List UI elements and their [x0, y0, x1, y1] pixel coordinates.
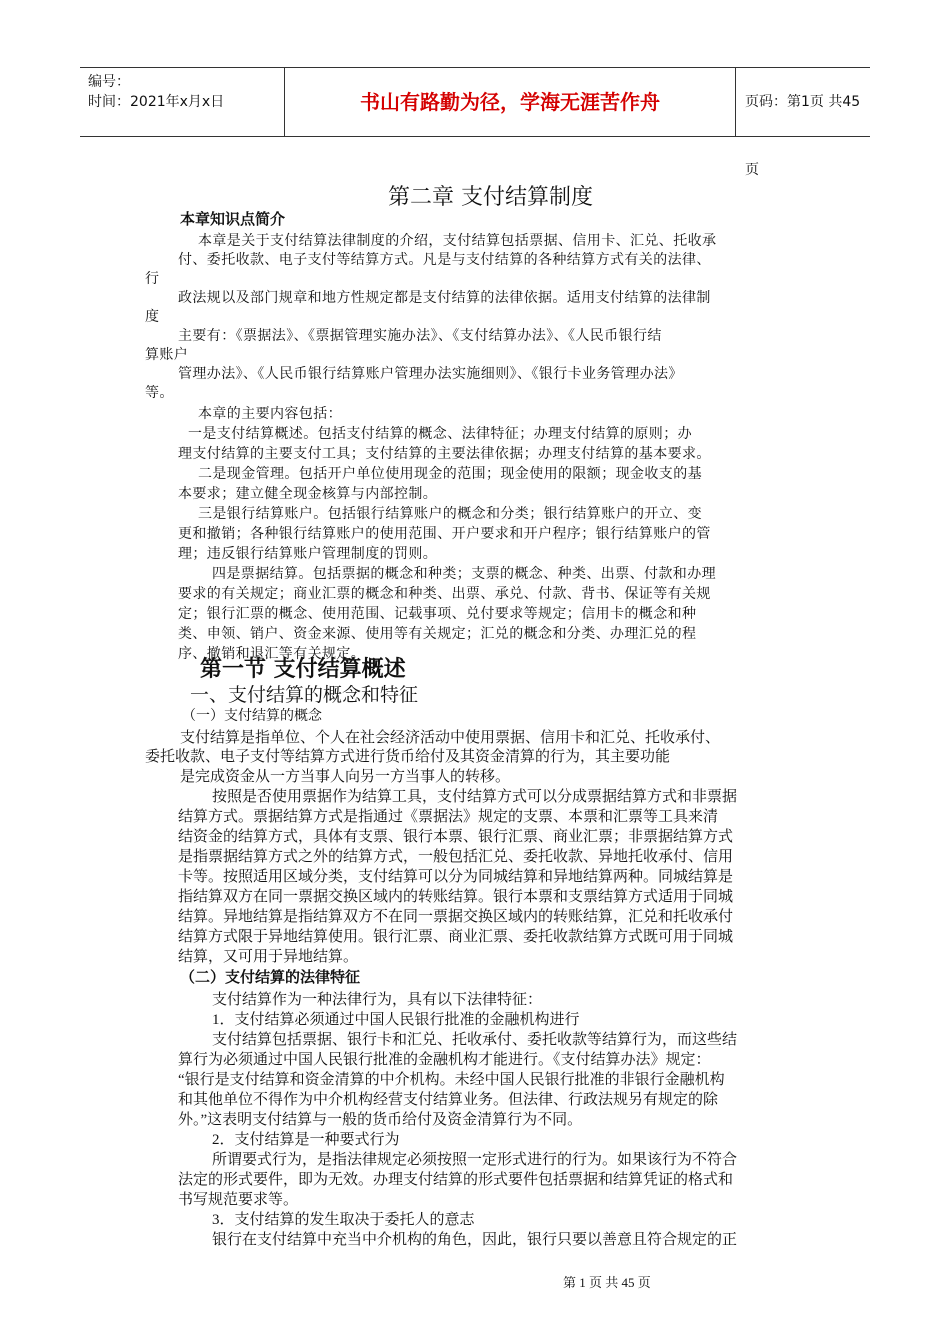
- subsection-title: 一、支付结算的概念和特征: [190, 684, 419, 706]
- legal-line: 支付结算包括票据、银行卡和汇兑、托收承付、委托收款等结算行为，而这些结: [212, 1032, 738, 1048]
- concept-line: 结资金的结算方式，具体有支票、银行本票、银行汇票、商业汇票；非票据结算方式: [178, 829, 734, 845]
- concept-line: 委托收款、电子支付等结算方式进行货币给付及其资金清算的行为，其主要功能: [145, 749, 671, 765]
- intro-heading: 本章知识点简介: [180, 210, 286, 228]
- concept-line: 指结算双方在同一票据交换区域内的转账结算。银行本票和支票结算方式适用于同城: [178, 889, 734, 905]
- intro-line: 更和撤销；各种银行结算账户的使用范围、开户要求和开户程序；银行结算账户的管: [178, 526, 711, 542]
- header-time-label: 时间：2021年x月x日: [88, 94, 225, 110]
- intro-line: 理支付结算的主要支付工具；支付结算的主要法律依据；办理支付结算的基本要求。: [178, 446, 711, 462]
- sub-heading-concept: （一）支付结算的概念: [182, 708, 322, 724]
- concept-line: 卡等。按照适用区域分类，支付结算可以分为同城结算和异地结算两种。同城结算是: [178, 869, 734, 885]
- legal-line: 和其他单位不得作为中介机构经营支付结算业务。但法律、行政法规另有规定的除: [178, 1092, 719, 1108]
- intro-line: 管理办法》、《人民币银行结算账户管理办法实施细则》、《银行卡业务管理办法》: [178, 366, 683, 382]
- legal-line: 算行为必须通过中国人民银行批准的金融机构才能进行。《支付结算办法》规定：: [178, 1052, 711, 1068]
- intro-line: 等。: [145, 385, 174, 401]
- chapter-title: 第二章 支付结算制度: [388, 185, 593, 210]
- intro-line: 本章是关于支付结算法律制度的介绍，支付结算包括票据、信用卡、汇兑、托收承: [198, 233, 717, 249]
- concept-line: 按照是否使用票据作为结算工具，支付结算方式可以分成票据结算方式和非票据: [212, 789, 738, 805]
- intro-line: 本要求；建立健全现金核算与内部控制。: [178, 486, 438, 502]
- intro-line: 主要有：《票据法》、《票据管理实施办法》、《支付结算办法》、《人民币银行结: [178, 328, 662, 344]
- concept-line: 结算，又可用于异地结算。: [178, 949, 359, 965]
- header-number-label: 编号：: [88, 74, 130, 90]
- concept-line: 是完成资金从一方当事人向另一方当事人的转移。: [180, 769, 511, 785]
- legal-line: 所谓要式行为，是指法律规定必须按照一定形式进行的行为。如果该行为不符合: [212, 1152, 738, 1168]
- intro-line: 三是银行结算账户。包括银行结算账户的概念和分类；银行结算账户的开立、变: [198, 506, 702, 522]
- concept-line: 结算。异地结算是指结算双方不在同一票据交换区域内的转账结算，汇兑和托收承付: [178, 909, 734, 925]
- intro-line: 算账户: [145, 347, 189, 363]
- intro-line: 度: [145, 309, 160, 325]
- section-title: 第一节 支付结算概述: [200, 657, 406, 682]
- concept-line: 结算方式限于异地结算使用。银行汇票、商业汇票、委托收款结算方式既可用于同城: [178, 929, 734, 945]
- intro-line: 付、委托收款、电子支付等结算方式。凡是与支付结算的各种结算方式有关的法律、: [178, 252, 711, 268]
- intro-line: 四是票据结算。包括票据的概念和种类；支票的概念、种类、出票、付款和办理: [212, 566, 716, 582]
- intro-line: 二是现金管理。包括开户单位使用现金的范围；现金使用的限额；现金收支的基: [198, 466, 702, 482]
- sub-heading-legal: （二）支付结算的法律特征: [180, 968, 361, 986]
- legal-line: 3．支付结算的发生取决于委托人的意志: [212, 1212, 475, 1228]
- intro-line: 要求的有关规定；商业汇票的概念和种类、出票、承兑、付款、背书、保证等有关规: [178, 586, 711, 602]
- intro-line: 理；违反银行结算账户管理制度的罚则。: [178, 546, 438, 562]
- legal-line: 银行在支付结算中充当中介机构的角色，因此，银行只要以善意且符合规定的正: [212, 1232, 738, 1248]
- page-header: [80, 67, 870, 178]
- legal-line: “银行是支付结算和资金清算的中介机构。未经中国人民银行批准的非银行金融机构: [178, 1072, 725, 1088]
- legal-line: 支付结算作为一种法律行为，具有以下法律特征：: [212, 992, 543, 1008]
- header-page-label: 页码：第1页 共45页: [745, 94, 861, 178]
- concept-line: 结算方式。票据结算方式是指通过《票据法》规定的支票、本票和汇票等工具来清: [178, 809, 719, 825]
- concept-line: 支付结算是指单位、个人在社会经济活动中使用票据、信用卡和汇兑、托收承付、: [180, 730, 721, 746]
- intro-line: 本章的主要内容包括：: [198, 406, 342, 422]
- legal-line: 1．支付结算必须通过中国人民银行批准的金融机构进行: [212, 1012, 580, 1028]
- intro-line: 行: [145, 271, 160, 287]
- legal-line: 书写规范要求等。: [178, 1192, 299, 1208]
- page-footer: 第 1 页 共 45 页: [563, 1275, 651, 1290]
- intro-line: 定；银行汇票的概念、使用范围、记载事项、兑付要求等规定；信用卡的概念和种: [178, 606, 697, 622]
- legal-line: 法定的形式要件，即为无效。办理支付结算的形式要件包括票据和结算凭证的格式和: [178, 1172, 734, 1188]
- legal-line: 外。”这表明支付结算与一般的货币给付及资金清算行为不同。: [178, 1112, 583, 1128]
- header-motto: 书山有路勤为径，学海无涯苦作舟: [285, 68, 736, 136]
- intro-line: 类、申领、销户、资金来源、使用等有关规定；汇兑的概念和分类、办理汇兑的程: [178, 626, 697, 642]
- legal-line: 2．支付结算是一种要式行为: [212, 1132, 400, 1148]
- concept-line: 是指票据结算方式之外的结算方式，一般包括汇兑、委托收款、异地托收承付、信用: [178, 849, 734, 865]
- intro-line: 政法规以及部门规章和地方性规定都是支付结算的法律依据。适用支付结算的法律制: [178, 290, 711, 306]
- intro-line: 序、撤销和退汇等有关规定。: [178, 646, 366, 662]
- header-meta-cell: [80, 68, 285, 136]
- intro-line: 一是支付结算概述。包括支付结算的概念、法律特征；办理支付结算的原则；办: [188, 426, 692, 442]
